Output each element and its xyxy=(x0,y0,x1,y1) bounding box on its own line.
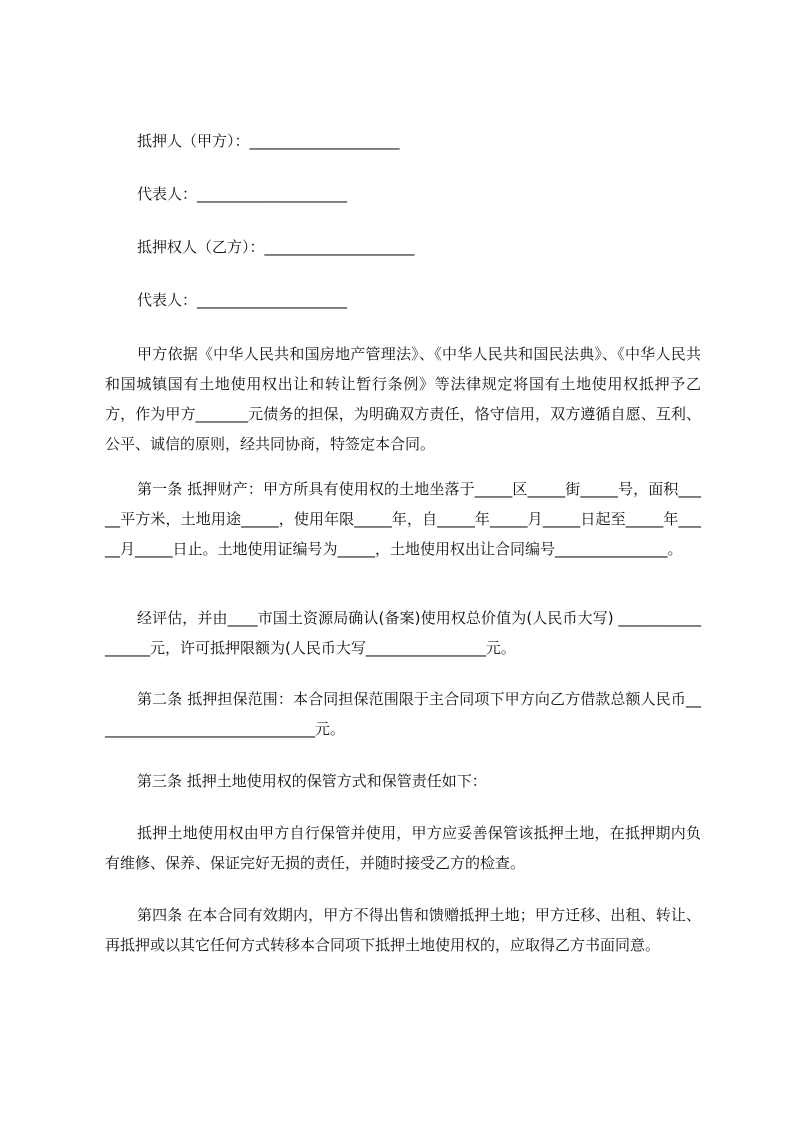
valuation-paragraph: 经评估，并由____市国土资源局确认(备案)使用权总价值为(人民币大写) _________________元，许可抵押限额为(人民币大写________________元。 xyxy=(105,609,701,657)
article-3-paragraph: 第三条 抵押土地使用权的保管方式和保管责任如下： xyxy=(137,772,487,790)
article-4-paragraph: 第四条 在本合同有效期内，甲方不得出售和馈赠抵押土地；甲方迁移、出租、转让、再抵押或以其它任何方式转移本合同项下抵押土地使用权的，应取得乙方书面同意。 xyxy=(105,906,701,954)
mortgagor-line: 抵押人（甲方）：____________________ xyxy=(137,132,400,150)
representative-line-2: 代表人：____________________ xyxy=(137,291,348,309)
article-1-paragraph: 第一条 抵押财产：甲方所具有使用权的土地坐落于_____区_____街_____号，面积_____平方米，土地用途_____，使用年限_____年，自_____年_____月_____日起至_____年_____月_____日止。土地使用证编号为_____，土地使用权出让合同编号_______________。 xyxy=(105,480,701,558)
intro-paragraph: 甲方依据《中华人民共和国房地产管理法》、《中华人民共和国民法典》、《中华人民共和国城镇国有土地使用权出让和转让暂行条例》等法律规定将国有土地使用权抵押予乙方，作为甲方_______元债务的担保，为明确双方责任，恪守信用，双方遵循自愿、互利、公平、诚信的原则，经共同协商，特签定本合同。 xyxy=(105,345,701,453)
mortgagee-line: 抵押权人（乙方）：____________________ xyxy=(137,238,415,256)
representative-line-1: 代表人：____________________ xyxy=(137,185,348,203)
custody-paragraph: 抵押土地使用权由甲方自行保管并使用，甲方应妥善保管该抵押土地，在抵押期内负有维修、保养、保证完好无损的责任，并随时接受乙方的检查。 xyxy=(105,824,701,872)
article-2-paragraph: 第二条 抵押担保范围：本合同担保范围限于主合同项下甲方向乙方借款总额人民币______________________________元。 xyxy=(105,690,701,738)
